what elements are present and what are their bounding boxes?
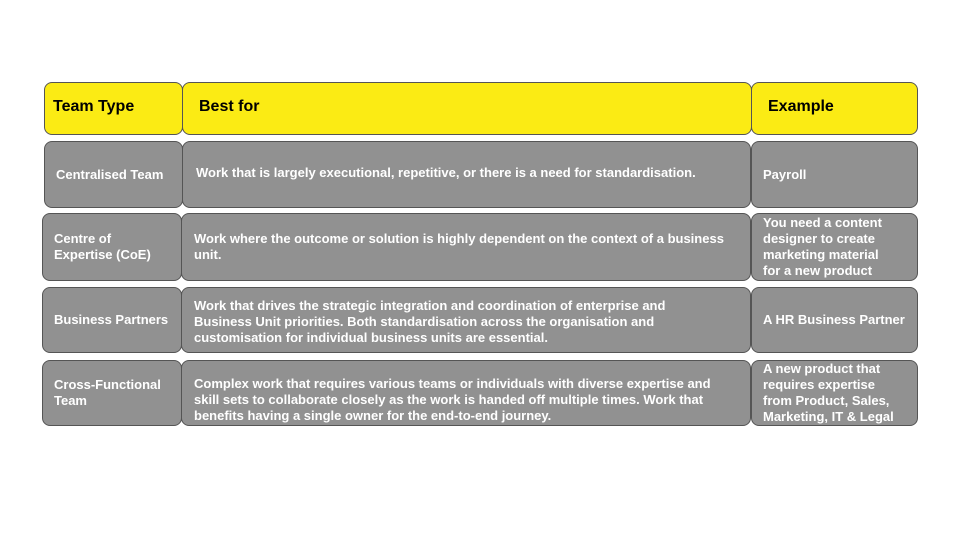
table-row-2-example-text: You need a content designer to create marketing material for a new product xyxy=(763,215,882,278)
table-row-2-team-type xyxy=(42,213,182,281)
table-row-4-example-text: A new product that requires expertise from Product, Sales, Marketing, IT & Legal xyxy=(763,361,894,424)
table-row-1-best-for-text: Work that is largely executional, repetitive, or there is a need for standardisation. xyxy=(196,165,696,180)
table-row-2-best-for-text: Work where the outcome or solution is highly dependent on the context of a business unit. xyxy=(194,231,724,262)
table-row-4-best-for-text: Complex work that requires various teams or individuals with diverse expertise and skill sets to collaborate closely as the work is handed off multiple times. Work that benefits having a single owner for the end-to-end journey. xyxy=(194,376,711,423)
header-example xyxy=(751,82,918,135)
table-row-3-best-for-text: Work that drives the strategic integration and coordination of enterprise and Business Unit priorities. Both standardisation across the organisation and customisation for individual business units are essential. xyxy=(194,298,666,345)
table-row-2-team-type-text: Centre of Expertise (CoE) xyxy=(54,231,151,262)
table-row-3-team-type-text: Business Partners xyxy=(54,312,169,327)
table-row-2-example xyxy=(751,213,918,281)
header-example-label: Example xyxy=(768,97,834,115)
table-row-1-best-for xyxy=(182,141,751,208)
table-row-1-team-type xyxy=(44,141,183,208)
table-row-4-team-type-text: Cross-Functional Team xyxy=(54,377,161,408)
table-row-1-example-text: Payroll xyxy=(763,166,807,182)
table-row-3-example-text: A HR Business Partner xyxy=(763,312,905,327)
table-row-3-example xyxy=(751,287,918,353)
table-row-4-team-type xyxy=(42,360,182,426)
table-row-3-team-type xyxy=(42,287,182,353)
table-row-2-best-for xyxy=(181,213,751,281)
table-row-1-team-type-text: Centralised Team xyxy=(56,166,164,182)
table-row-4-best-for xyxy=(181,360,751,426)
table-row-1-example xyxy=(751,141,918,208)
header-team-type xyxy=(44,82,183,135)
table-row-4-example xyxy=(751,360,918,426)
header-best-for-label: Best for xyxy=(199,97,260,115)
header-best-for xyxy=(182,82,752,135)
table-row-3-best-for xyxy=(181,287,751,353)
header-team-type-label: Team Type xyxy=(53,97,135,115)
